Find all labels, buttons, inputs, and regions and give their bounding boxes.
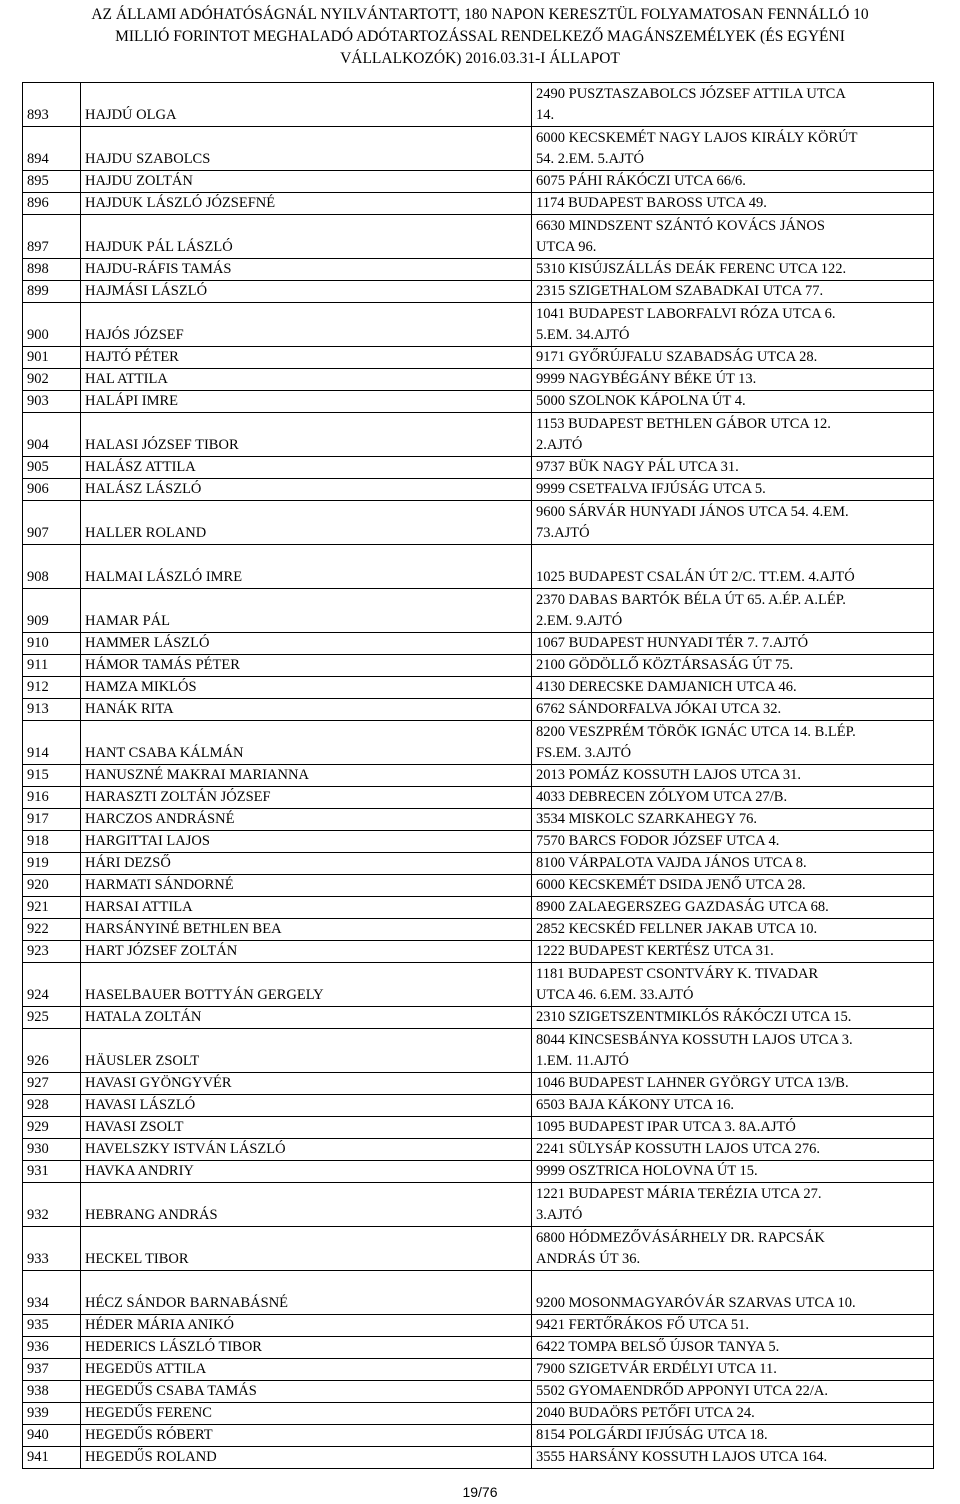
table-row bbox=[23, 1337, 934, 1359]
table-row bbox=[23, 83, 934, 127]
table-row bbox=[23, 787, 934, 809]
taxpayer-address: 3534 MISKOLC SZARKAHEGY 76. bbox=[532, 809, 934, 831]
table-row bbox=[23, 919, 934, 941]
taxpayer-address: 2013 POMÁZ KOSSUTH LAJOS UTCA 31. bbox=[532, 765, 934, 787]
taxpayer-name: HEGEDŰS FERENC bbox=[81, 1403, 532, 1425]
taxpayer-address: 2241 SÜLYSÁP KOSSUTH LAJOS UTCA 276. bbox=[532, 1139, 934, 1161]
table-row bbox=[23, 347, 934, 369]
document-header bbox=[0, 4, 960, 70]
row-number: 938 bbox=[23, 1381, 81, 1403]
header-line-3: VÁLLALKOZÓK) 2016.03.31-I ÁLLAPOT bbox=[340, 50, 620, 67]
taxpayer-name: HARCZOS ANDRÁSNÉ bbox=[81, 809, 532, 831]
taxpayer-name: HÉCZ SÁNDOR BARNABÁSNÉ bbox=[81, 1271, 532, 1315]
row-number: 920 bbox=[23, 875, 81, 897]
taxpayer-name: HAVKA ANDRIY bbox=[81, 1161, 532, 1183]
header-line-1: AZ ÁLLAMI ADÓHATÓSÁGNÁL NYILVÁNTARTOTT, 180 NAPON KERESZTÜL FOLYAMATOSAN FENNÁLLÓ 10 bbox=[91, 6, 869, 23]
table-row bbox=[23, 127, 934, 171]
table-row bbox=[23, 721, 934, 765]
taxpayer-address: 1181 BUDAPEST CSONTVÁRY K. TIVADAR UTCA 46. 6.EM. 33.AJTÓ bbox=[532, 963, 934, 1007]
taxpayer-address: 9999 CSETFALVA IFJÚSÁG UTCA 5. bbox=[532, 479, 934, 501]
row-number: 914 bbox=[23, 721, 81, 765]
table-row bbox=[23, 1447, 934, 1469]
taxpayer-name: HECKEL TIBOR bbox=[81, 1227, 532, 1271]
row-number: 929 bbox=[23, 1117, 81, 1139]
table-row bbox=[23, 501, 934, 545]
taxpayer-address: 4130 DERECSKE DAMJANICH UTCA 46. bbox=[532, 677, 934, 699]
taxpayer-name: HAJDÚ OLGA bbox=[81, 83, 532, 127]
table-row bbox=[23, 193, 934, 215]
taxpayer-address: 6422 TOMPA BELSŐ ÚJSOR TANYA 5. bbox=[532, 1337, 934, 1359]
taxpayer-address: 1095 BUDAPEST IPAR UTCA 3. 8A.AJTÓ bbox=[532, 1117, 934, 1139]
taxpayer-name: HALÁSZ LÁSZLÓ bbox=[81, 479, 532, 501]
taxpayer-name: HANUSZNÉ MAKRAI MARIANNA bbox=[81, 765, 532, 787]
taxpayer-name: HAJDUK LÁSZLÓ JÓZSEFNÉ bbox=[81, 193, 532, 215]
row-number: 911 bbox=[23, 655, 81, 677]
table-row bbox=[23, 1359, 934, 1381]
taxpayer-address: 6000 KECSKEMÉT DSIDA JENŐ UTCA 28. bbox=[532, 875, 934, 897]
taxpayer-table-body bbox=[23, 83, 934, 1469]
table-row bbox=[23, 281, 934, 303]
row-number: 925 bbox=[23, 1007, 81, 1029]
taxpayer-name: HAMMER LÁSZLÓ bbox=[81, 633, 532, 655]
row-number: 898 bbox=[23, 259, 81, 281]
taxpayer-name: HANT CSABA KÁLMÁN bbox=[81, 721, 532, 765]
table-row bbox=[23, 853, 934, 875]
table-row bbox=[23, 589, 934, 633]
row-number: 923 bbox=[23, 941, 81, 963]
taxpayer-name: HEGEDŰS ROLAND bbox=[81, 1447, 532, 1469]
taxpayer-address: 8200 VESZPRÉM TÖRÖK IGNÁC UTCA 14. B.LÉP. FS.EM. 3.AJTÓ bbox=[532, 721, 934, 765]
taxpayer-name: HEGEDŰS RÓBERT bbox=[81, 1425, 532, 1447]
taxpayer-name: HEBRANG ANDRÁS bbox=[81, 1183, 532, 1227]
taxpayer-name: HÁMOR TAMÁS PÉTER bbox=[81, 655, 532, 677]
row-number: 900 bbox=[23, 303, 81, 347]
row-number: 918 bbox=[23, 831, 81, 853]
taxpayer-name: HALÁPI IMRE bbox=[81, 391, 532, 413]
taxpayer-name: HAJDU ZOLTÁN bbox=[81, 171, 532, 193]
table-row bbox=[23, 875, 934, 897]
taxpayer-address: 6075 PÁHI RÁKÓCZI UTCA 66/6. bbox=[532, 171, 934, 193]
taxpayer-name: HAJDUK PÁL LÁSZLÓ bbox=[81, 215, 532, 259]
table-row bbox=[23, 633, 934, 655]
taxpayer-name: HALLER ROLAND bbox=[81, 501, 532, 545]
table-row bbox=[23, 391, 934, 413]
taxpayer-name: HAVASI GYÖNGYVÉR bbox=[81, 1073, 532, 1095]
table-row bbox=[23, 1139, 934, 1161]
row-number: 907 bbox=[23, 501, 81, 545]
table-row bbox=[23, 1403, 934, 1425]
row-number: 935 bbox=[23, 1315, 81, 1337]
header-line-2: MILLIÓ FORINTOT MEGHALADÓ ADÓTARTOZÁSSAL RENDELKEZŐ MAGÁNSZEMÉLYEK (ÉS EGYÉNI bbox=[115, 28, 845, 45]
taxpayer-name: HAVASI ZSOLT bbox=[81, 1117, 532, 1139]
taxpayer-address: 2310 SZIGETSZENTMIKLÓS RÁKÓCZI UTCA 15. bbox=[532, 1007, 934, 1029]
taxpayer-address: 5310 KISÚJSZÁLLÁS DEÁK FERENC UTCA 122. bbox=[532, 259, 934, 281]
row-number: 922 bbox=[23, 919, 81, 941]
taxpayer-address: 9200 MOSONMAGYARÓVÁR SZARVAS UTCA 10. bbox=[532, 1271, 934, 1315]
taxpayer-address: 1174 BUDAPEST BAROSS UTCA 49. bbox=[532, 193, 934, 215]
taxpayer-table bbox=[22, 82, 934, 1469]
taxpayer-name: HALMAI LÁSZLÓ IMRE bbox=[81, 545, 532, 589]
table-row bbox=[23, 215, 934, 259]
table-row bbox=[23, 941, 934, 963]
row-number: 899 bbox=[23, 281, 81, 303]
row-number: 901 bbox=[23, 347, 81, 369]
taxpayer-address: 9171 GYŐRÚJFALU SZABADSÁG UTCA 28. bbox=[532, 347, 934, 369]
row-number: 894 bbox=[23, 127, 81, 171]
row-number: 902 bbox=[23, 369, 81, 391]
table-row bbox=[23, 303, 934, 347]
row-number: 917 bbox=[23, 809, 81, 831]
taxpayer-name: HARASZTI ZOLTÁN JÓZSEF bbox=[81, 787, 532, 809]
taxpayer-name: HASELBAUER BOTTYÁN GERGELY bbox=[81, 963, 532, 1007]
taxpayer-address: 4033 DEBRECEN ZÓLYOM UTCA 27/B. bbox=[532, 787, 934, 809]
taxpayer-address: 1221 BUDAPEST MÁRIA TERÉZIA UTCA 27. 3.AJTÓ bbox=[532, 1183, 934, 1227]
row-number: 904 bbox=[23, 413, 81, 457]
taxpayer-address: 1046 BUDAPEST LAHNER GYÖRGY UTCA 13/B. bbox=[532, 1073, 934, 1095]
table-row bbox=[23, 1271, 934, 1315]
taxpayer-address: 9999 OSZTRICA HOLOVNA ÚT 15. bbox=[532, 1161, 934, 1183]
table-row bbox=[23, 677, 934, 699]
taxpayer-name: HAMAR PÁL bbox=[81, 589, 532, 633]
row-number: 930 bbox=[23, 1139, 81, 1161]
taxpayer-address: 8154 POLGÁRDI IFJÚSÁG UTCA 18. bbox=[532, 1425, 934, 1447]
table-row bbox=[23, 699, 934, 721]
taxpayer-address: 3555 HARSÁNY KOSSUTH LAJOS UTCA 164. bbox=[532, 1447, 934, 1469]
taxpayer-address: 6000 KECSKEMÉT NAGY LAJOS KIRÁLY KÖRÚT 54. 2.EM. 5.AJTÓ bbox=[532, 127, 934, 171]
table-row bbox=[23, 1227, 934, 1271]
row-number: 936 bbox=[23, 1337, 81, 1359]
taxpayer-name: HAJDU SZABOLCS bbox=[81, 127, 532, 171]
row-number: 896 bbox=[23, 193, 81, 215]
taxpayer-address: 1153 BUDAPEST BETHLEN GÁBOR UTCA 12. 2.AJTÓ bbox=[532, 413, 934, 457]
table-row bbox=[23, 457, 934, 479]
row-number: 937 bbox=[23, 1359, 81, 1381]
taxpayer-address: 9421 FERTŐRÁKOS FŐ UTCA 51. bbox=[532, 1315, 934, 1337]
page-number: 19/76 bbox=[462, 1484, 498, 1500]
taxpayer-address: 7570 BARCS FODOR JÓZSEF UTCA 4. bbox=[532, 831, 934, 853]
row-number: 893 bbox=[23, 83, 81, 127]
table-row bbox=[23, 1117, 934, 1139]
row-number: 897 bbox=[23, 215, 81, 259]
row-number: 921 bbox=[23, 897, 81, 919]
taxpayer-address: 6762 SÁNDORFALVA JÓKAI UTCA 32. bbox=[532, 699, 934, 721]
row-number: 924 bbox=[23, 963, 81, 1007]
taxpayer-address: 1041 BUDAPEST LABORFALVI RÓZA UTCA 6. 5.EM. 34.AJTÓ bbox=[532, 303, 934, 347]
taxpayer-address: 8900 ZALAEGERSZEG GAZDASÁG UTCA 68. bbox=[532, 897, 934, 919]
row-number: 941 bbox=[23, 1447, 81, 1469]
table-row bbox=[23, 1425, 934, 1447]
taxpayer-address: 2490 PUSZTASZABOLCS JÓZSEF ATTILA UTCA 14. bbox=[532, 83, 934, 127]
table-row bbox=[23, 765, 934, 787]
taxpayer-name: HARSÁNYINÉ BETHLEN BEA bbox=[81, 919, 532, 941]
taxpayer-address: 2370 DABAS BARTÓK BÉLA ÚT 65. A.ÉP. A.LÉP. 2.EM. 9.AJTÓ bbox=[532, 589, 934, 633]
taxpayer-address: 6630 MINDSZENT SZÁNTÓ KOVÁCS JÁNOS UTCA 96. bbox=[532, 215, 934, 259]
table-row bbox=[23, 655, 934, 677]
row-number: 940 bbox=[23, 1425, 81, 1447]
table-row bbox=[23, 369, 934, 391]
table-row bbox=[23, 1183, 934, 1227]
taxpayer-name: HARSAI ATTILA bbox=[81, 897, 532, 919]
table-row bbox=[23, 413, 934, 457]
table-row bbox=[23, 1029, 934, 1073]
taxpayer-address: 1067 BUDAPEST HUNYADI TÉR 7. 7.AJTÓ bbox=[532, 633, 934, 655]
row-number: 913 bbox=[23, 699, 81, 721]
row-number: 928 bbox=[23, 1095, 81, 1117]
table-row bbox=[23, 479, 934, 501]
table-row bbox=[23, 1381, 934, 1403]
taxpayer-name: HARGITTAI LAJOS bbox=[81, 831, 532, 853]
taxpayer-name: HAJMÁSI LÁSZLÓ bbox=[81, 281, 532, 303]
taxpayer-name: HAL ATTILA bbox=[81, 369, 532, 391]
taxpayer-name: HÉDER MÁRIA ANIKÓ bbox=[81, 1315, 532, 1337]
table-row bbox=[23, 1073, 934, 1095]
row-number: 903 bbox=[23, 391, 81, 413]
row-number: 915 bbox=[23, 765, 81, 787]
taxpayer-address: 9999 NAGYBÉGÁNY BÉKE ÚT 13. bbox=[532, 369, 934, 391]
taxpayer-address: 8044 KINCSESBÁNYA KOSSUTH LAJOS UTCA 3. 1.EM. 11.AJTÓ bbox=[532, 1029, 934, 1073]
taxpayer-name: HEGEDÜS ATTILA bbox=[81, 1359, 532, 1381]
table-row bbox=[23, 1161, 934, 1183]
row-number: 919 bbox=[23, 853, 81, 875]
taxpayer-address: 5000 SZOLNOK KÁPOLNA ÚT 4. bbox=[532, 391, 934, 413]
taxpayer-address: 6503 BAJA KÁKONY UTCA 16. bbox=[532, 1095, 934, 1117]
taxpayer-name: HANÁK RITA bbox=[81, 699, 532, 721]
row-number: 933 bbox=[23, 1227, 81, 1271]
row-number: 932 bbox=[23, 1183, 81, 1227]
taxpayer-name: HATALA ZOLTÁN bbox=[81, 1007, 532, 1029]
taxpayer-name: HAVELSZKY ISTVÁN LÁSZLÓ bbox=[81, 1139, 532, 1161]
table-row bbox=[23, 963, 934, 1007]
taxpayer-name: HEGEDŰS CSABA TAMÁS bbox=[81, 1381, 532, 1403]
taxpayer-address: 2100 GÖDÖLLŐ KÖZTÁRSASÁG ÚT 75. bbox=[532, 655, 934, 677]
taxpayer-address: 1222 BUDAPEST KERTÉSZ UTCA 31. bbox=[532, 941, 934, 963]
row-number: 908 bbox=[23, 545, 81, 589]
row-number: 939 bbox=[23, 1403, 81, 1425]
table-row bbox=[23, 831, 934, 853]
taxpayer-name: HAMZA MIKLÓS bbox=[81, 677, 532, 699]
table-row bbox=[23, 1315, 934, 1337]
taxpayer-address: 9737 BÜK NAGY PÁL UTCA 31. bbox=[532, 457, 934, 479]
taxpayer-name: HAVASI LÁSZLÓ bbox=[81, 1095, 532, 1117]
taxpayer-address: 2852 KECSKÉD FELLNER JAKAB UTCA 10. bbox=[532, 919, 934, 941]
taxpayer-address: 9600 SÁRVÁR HUNYADI JÁNOS UTCA 54. 4.EM. 73.AJTÓ bbox=[532, 501, 934, 545]
table-row bbox=[23, 171, 934, 193]
row-number: 934 bbox=[23, 1271, 81, 1315]
taxpayer-name: HÁRI DEZSŐ bbox=[81, 853, 532, 875]
taxpayer-name: HEDERICS LÁSZLÓ TIBOR bbox=[81, 1337, 532, 1359]
table-row bbox=[23, 1007, 934, 1029]
row-number: 910 bbox=[23, 633, 81, 655]
row-number: 912 bbox=[23, 677, 81, 699]
row-number: 895 bbox=[23, 171, 81, 193]
table-row bbox=[23, 897, 934, 919]
taxpayer-address: 5502 GYOMAENDRŐD APPONYI UTCA 22/A. bbox=[532, 1381, 934, 1403]
taxpayer-name: HAJDU-RÁFIS TAMÁS bbox=[81, 259, 532, 281]
taxpayer-name: HALÁSZ ATTILA bbox=[81, 457, 532, 479]
taxpayer-name: HÄUSLER ZSOLT bbox=[81, 1029, 532, 1073]
table-row bbox=[23, 545, 934, 589]
row-number: 905 bbox=[23, 457, 81, 479]
table-row bbox=[23, 259, 934, 281]
table-row bbox=[23, 809, 934, 831]
taxpayer-address: 7900 SZIGETVÁR ERDÉLYI UTCA 11. bbox=[532, 1359, 934, 1381]
taxpayer-address: 2315 SZIGETHALOM SZABADKAI UTCA 77. bbox=[532, 281, 934, 303]
taxpayer-address: 6800 HÓDMEZŐVÁSÁRHELY DR. RAPCSÁK ANDRÁS ÚT 36. bbox=[532, 1227, 934, 1271]
taxpayer-name: HAJTÓ PÉTER bbox=[81, 347, 532, 369]
taxpayer-name: HARMATI SÁNDORNÉ bbox=[81, 875, 532, 897]
row-number: 926 bbox=[23, 1029, 81, 1073]
table-row bbox=[23, 1095, 934, 1117]
taxpayer-name: HALASI JÓZSEF TIBOR bbox=[81, 413, 532, 457]
row-number: 909 bbox=[23, 589, 81, 633]
row-number: 931 bbox=[23, 1161, 81, 1183]
taxpayer-name: HART JÓZSEF ZOLTÁN bbox=[81, 941, 532, 963]
taxpayer-address: 8100 VÁRPALOTA VAJDA JÁNOS UTCA 8. bbox=[532, 853, 934, 875]
row-number: 906 bbox=[23, 479, 81, 501]
row-number: 916 bbox=[23, 787, 81, 809]
taxpayer-name: HAJÓS JÓZSEF bbox=[81, 303, 532, 347]
row-number: 927 bbox=[23, 1073, 81, 1095]
taxpayer-address: 1025 BUDAPEST CSALÁN ÚT 2/C. TT.EM. 4.AJTÓ bbox=[532, 545, 934, 589]
taxpayer-address: 2040 BUDAÖRS PETŐFI UTCA 24. bbox=[532, 1403, 934, 1425]
